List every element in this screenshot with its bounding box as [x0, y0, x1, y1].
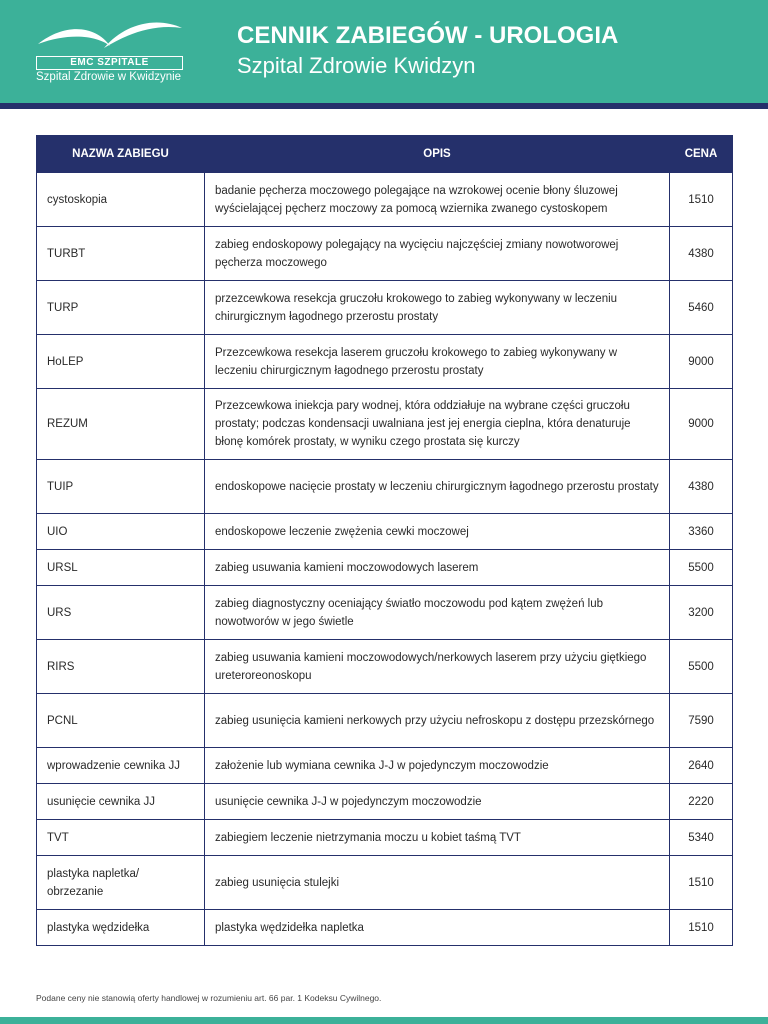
logo-brand-text: EMC SZPITALE [36, 56, 183, 70]
procedure-price: 2640 [670, 748, 733, 784]
logo-hospital-name: Szpital Zdrowie w Kwidzynie [36, 71, 182, 83]
procedure-name: usunięcie cewnika JJ [37, 784, 205, 820]
procedure-name: TUIP [37, 460, 205, 514]
procedure-description: zabiegiem leczenie nietrzymania moczu u kobiet taśmą TVT [205, 820, 670, 856]
bird-wings-icon [36, 18, 186, 54]
procedure-price: 9000 [670, 389, 733, 460]
table-row [37, 748, 733, 784]
legal-disclaimer: Podane ceny nie stanowią oferty handlowej w rozumieniu art. 66 par. 1 Kodeksu Cywilnego. [36, 993, 382, 1003]
procedure-name: TVT [37, 820, 205, 856]
procedure-price: 3360 [670, 514, 733, 550]
procedure-name: HoLEP [37, 335, 205, 389]
procedure-description: usunięcie cewnika J-J w pojedynczym moczowodzie [205, 784, 670, 820]
procedure-description: plastyka wędzidełka napletka [205, 910, 670, 946]
table-row [37, 586, 733, 640]
table-row [37, 820, 733, 856]
procedure-price: 1510 [670, 910, 733, 946]
procedure-name: REZUM [37, 389, 205, 460]
table-row [37, 550, 733, 586]
procedure-price: 5500 [670, 550, 733, 586]
procedure-price: 1510 [670, 856, 733, 910]
procedure-name: TURBT [37, 227, 205, 281]
procedure-description: zabieg endoskopowy polegający na wycięciu najczęściej zmiany nowotworowej pęcherza moczowego [205, 227, 670, 281]
procedure-name: TURP [37, 281, 205, 335]
procedure-description: zabieg usunięcia kamieni nerkowych przy użyciu nefroskopu z dostępu przezskórnego [205, 694, 670, 748]
procedure-name: URSL [37, 550, 205, 586]
table-row [37, 227, 733, 281]
procedure-price: 9000 [670, 335, 733, 389]
procedure-description: zabieg usunięcia stulejki [205, 856, 670, 910]
procedure-price: 5500 [670, 640, 733, 694]
procedure-description: założenie lub wymiana cewnika J-J w pojedynczym moczowodzie [205, 748, 670, 784]
hospital-logo [36, 18, 186, 88]
table-row [37, 389, 733, 460]
procedure-name: RIRS [37, 640, 205, 694]
table-row [37, 856, 733, 910]
procedure-name: PCNL [37, 694, 205, 748]
procedure-description: endoskopowe nacięcie prostaty w leczeniu chirurgicznym łagodnego przerostu prostaty [205, 460, 670, 514]
procedure-price: 5340 [670, 820, 733, 856]
procedure-description: Przezcewkowa iniekcja pary wodnej, która oddziałuje na wybrane części gruczołu prostaty; podczas kondensacji uwalniana jest jej energia cieplna, która denaturuje błonę komórek prostaty, w wyniku czego prostata się kurczy [205, 389, 670, 460]
table-row [37, 910, 733, 946]
procedure-description: zabieg usuwania kamieni moczowodowych laserem [205, 550, 670, 586]
procedure-name: cystoskopia [37, 173, 205, 227]
header-bar [0, 0, 768, 103]
column-header-price: CENA [670, 136, 733, 173]
page-title: CENNIK ZABIEGÓW - UROLOGIA [237, 22, 619, 49]
procedure-description: Przezcewkowa resekcja laserem gruczołu krokowego to zabieg wykonywany w leczeniu chirurgicznym łagodnego przerostu prostaty [205, 335, 670, 389]
table-row [37, 281, 733, 335]
table-row [37, 784, 733, 820]
procedure-description: zabieg diagnostyczny oceniający światło moczowodu pod kątem zwężeń lub nowotworów w jego świetle [205, 586, 670, 640]
header-divider [0, 103, 768, 109]
procedure-name: plastyka wędzidełka [37, 910, 205, 946]
procedure-price: 7590 [670, 694, 733, 748]
procedure-description: przezcewkowa resekcja gruczołu krokowego to zabieg wykonywany w leczeniu chirurgicznym łagodnego przerostu prostaty [205, 281, 670, 335]
procedure-description: endoskopowe leczenie zwężenia cewki moczowej [205, 514, 670, 550]
procedure-description: badanie pęcherza moczowego polegające na wzrokowej ocenie błony śluzowej wyścielającej pęcherz moczowy za pomocą wziernika zwanego cystoskopem [205, 173, 670, 227]
table-row [37, 173, 733, 227]
table-header-row [37, 136, 733, 173]
table-row [37, 514, 733, 550]
procedure-name: plastyka napletka/ obrzezanie [37, 856, 205, 910]
page-subtitle: Szpital Zdrowie Kwidzyn [237, 53, 476, 78]
procedure-name: URS [37, 586, 205, 640]
table-row [37, 694, 733, 748]
procedure-price: 2220 [670, 784, 733, 820]
table-row [37, 460, 733, 514]
procedure-name: wprowadzenie cewnika JJ [37, 748, 205, 784]
procedure-price: 3200 [670, 586, 733, 640]
procedure-name: UIO [37, 514, 205, 550]
column-header-description: OPIS [205, 136, 670, 173]
procedure-price: 4380 [670, 227, 733, 281]
table-row [37, 640, 733, 694]
procedure-price: 4380 [670, 460, 733, 514]
table-row [37, 335, 733, 389]
footer-bar [0, 1017, 768, 1024]
procedure-description: zabieg usuwania kamieni moczowodowych/nerkowych laserem przy użyciu giętkiego ureteroreonoskopu [205, 640, 670, 694]
procedure-price: 1510 [670, 173, 733, 227]
price-table [36, 135, 733, 946]
procedure-price: 5460 [670, 281, 733, 335]
column-header-name: NAZWA ZABIEGU [37, 136, 205, 173]
